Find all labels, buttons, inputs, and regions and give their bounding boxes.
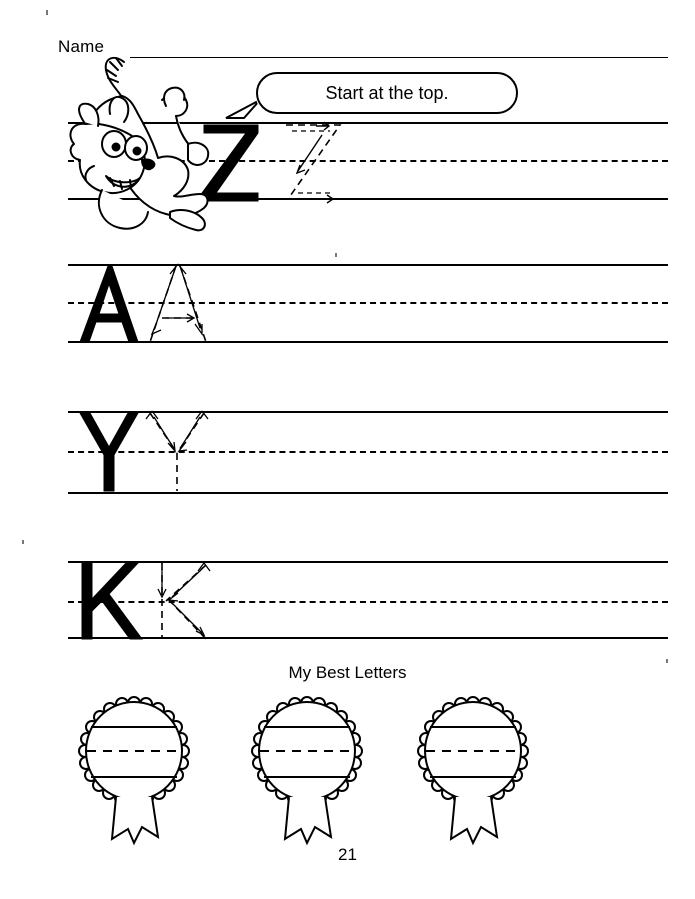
best-letters-title: My Best Letters <box>288 663 407 682</box>
page-number: 21 <box>338 845 357 864</box>
scan-speck <box>335 253 337 257</box>
best-letter-ribbon-3[interactable] <box>411 693 535 863</box>
scan-speck <box>22 540 24 544</box>
scan-speck <box>46 10 48 15</box>
instruction-speech-bubble <box>256 72 518 114</box>
letter-trace-z[interactable] <box>278 113 354 207</box>
letter-model-a <box>72 256 148 350</box>
letter-trace-k[interactable] <box>146 553 226 647</box>
letter-model-y <box>72 403 148 499</box>
letter-model-k <box>72 553 152 647</box>
ribbon-graphic <box>245 693 369 863</box>
name-label: Name <box>58 37 105 56</box>
speech-bubble-tail <box>222 96 262 122</box>
mascot-character <box>58 48 238 260</box>
letter-trace-a[interactable] <box>140 256 216 350</box>
ribbon-graphic <box>72 693 196 863</box>
letter-trace-y[interactable] <box>140 403 216 499</box>
instruction-text: Start at the top. <box>325 82 449 103</box>
best-letter-ribbon-2[interactable] <box>245 693 369 863</box>
ribbon-graphic <box>411 693 535 863</box>
best-letter-ribbon-1[interactable] <box>72 693 196 863</box>
